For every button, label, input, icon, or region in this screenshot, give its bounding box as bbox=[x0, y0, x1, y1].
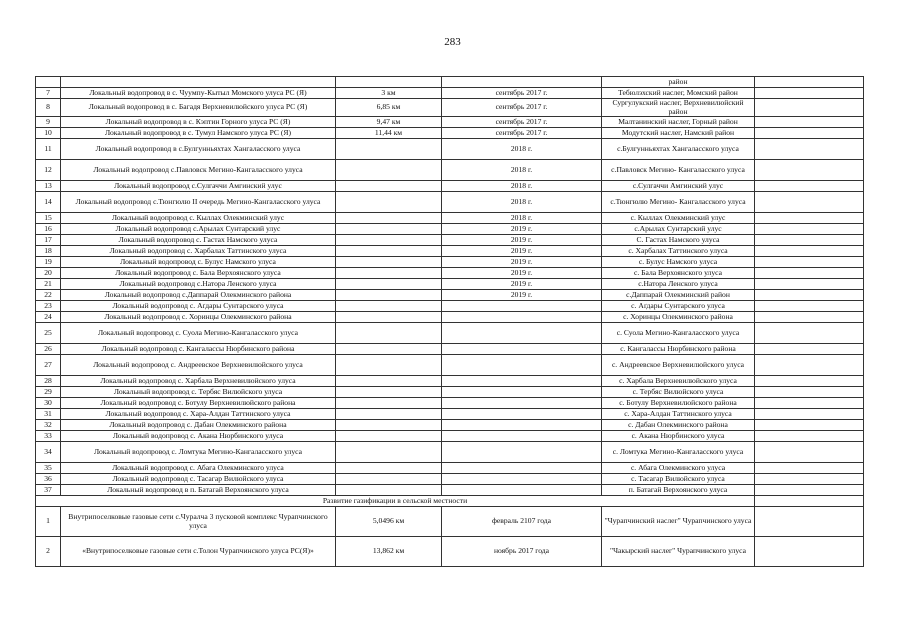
object-name-cell: Локальный водопровод с. Акана Нюрбинского улуса bbox=[61, 431, 336, 442]
empty-cell bbox=[755, 537, 864, 567]
empty-cell bbox=[755, 117, 864, 128]
location-cell: с.Булгунньяхтах Хангаласского улуса bbox=[602, 139, 755, 160]
date-cell bbox=[442, 376, 602, 387]
date-cell bbox=[442, 442, 602, 463]
table-row bbox=[36, 485, 864, 496]
date-cell bbox=[442, 409, 602, 420]
object-name-cell: Локальный водопровод с. Харбала Верхневилюйского улуса bbox=[61, 376, 336, 387]
object-name-cell: Локальный водопровод с. Булус Намского улуса bbox=[61, 257, 336, 268]
empty-cell bbox=[755, 496, 864, 507]
row-number-cell: 34 bbox=[36, 442, 61, 463]
table-row bbox=[36, 235, 864, 246]
table-row bbox=[36, 409, 864, 420]
length-cell bbox=[336, 224, 442, 235]
table-row bbox=[36, 431, 864, 442]
table-row bbox=[36, 387, 864, 398]
table-row bbox=[36, 323, 864, 344]
date-cell bbox=[442, 420, 602, 431]
location-cell: Тебюлэхский наслег, Момский район bbox=[602, 88, 755, 99]
object-name-cell: Локальный водопровод в с. Багадя Верхневилюйского улуса РС (Я) bbox=[61, 99, 336, 117]
length-cell bbox=[336, 192, 442, 213]
object-name-cell: Локальный водопровод с. Хоринцы Олекминского района bbox=[61, 312, 336, 323]
length-cell: 3 км bbox=[336, 88, 442, 99]
date-cell: сентябрь 2017 г. bbox=[442, 88, 602, 99]
date-cell: 2018 г. bbox=[442, 192, 602, 213]
date-cell: 2019 г. bbox=[442, 290, 602, 301]
date-cell: 2018 г. bbox=[442, 160, 602, 181]
row-number-cell: 15 bbox=[36, 213, 61, 224]
length-cell bbox=[336, 409, 442, 420]
section-title: Развитие газификации в сельской местности bbox=[36, 496, 755, 507]
length-cell bbox=[336, 398, 442, 409]
empty-cell bbox=[755, 355, 864, 376]
date-cell bbox=[442, 301, 602, 312]
row-number-cell: 1 bbox=[36, 507, 61, 537]
row-number-cell: 2 bbox=[36, 537, 61, 567]
length-cell bbox=[336, 463, 442, 474]
empty-cell bbox=[755, 312, 864, 323]
table-row bbox=[36, 442, 864, 463]
empty-cell bbox=[755, 235, 864, 246]
table-row bbox=[36, 376, 864, 387]
row-number-cell: 17 bbox=[36, 235, 61, 246]
length-cell: 13,862 км bbox=[336, 537, 442, 567]
object-name-cell: Локальный водопровод в с.Булгунньяхтах Хангаласского улуса bbox=[61, 139, 336, 160]
location-cell: с. Хоринцы Олекминского района bbox=[602, 312, 755, 323]
object-name-cell: Локальный водопровод с.Павловск Мегино-Кангаласского улуса bbox=[61, 160, 336, 181]
table-row bbox=[36, 312, 864, 323]
object-name-cell: Локальный водопровод с.Натора Ленского улуса bbox=[61, 279, 336, 290]
object-name-cell: Локальный водопровод с. Суола Мегино-Кангаласского улуса bbox=[61, 323, 336, 344]
empty-cell bbox=[755, 463, 864, 474]
length-cell bbox=[336, 257, 442, 268]
empty-cell bbox=[755, 290, 864, 301]
row-number-cell: 33 bbox=[36, 431, 61, 442]
row-number-cell: 16 bbox=[36, 224, 61, 235]
row-number-cell: 23 bbox=[36, 301, 61, 312]
empty-cell bbox=[755, 344, 864, 355]
row-number-cell: 30 bbox=[36, 398, 61, 409]
row-number-cell: 12 bbox=[36, 160, 61, 181]
empty-cell bbox=[755, 139, 864, 160]
location-cell: с. Харбалах Таттинского улуса bbox=[602, 246, 755, 257]
row-number-cell: 19 bbox=[36, 257, 61, 268]
empty-cell bbox=[755, 431, 864, 442]
row-number-cell: 31 bbox=[36, 409, 61, 420]
row-number-cell: 24 bbox=[36, 312, 61, 323]
length-cell bbox=[336, 323, 442, 344]
row-number-cell: 20 bbox=[36, 268, 61, 279]
page-number: 283 bbox=[444, 36, 461, 48]
location-cell: С. Гастах Намского улуса bbox=[602, 235, 755, 246]
location-cell: с. Аґдары Сунтарского улуса bbox=[602, 301, 755, 312]
object-name-cell: Локальный водопровод с. Аґдары Сунтарского улуса bbox=[61, 301, 336, 312]
date-cell: 2019 г. bbox=[442, 235, 602, 246]
empty-cell bbox=[755, 257, 864, 268]
date-cell bbox=[442, 355, 602, 376]
location-cell: с. Ботулу Верхневилюйского района bbox=[602, 398, 755, 409]
length-cell bbox=[336, 420, 442, 431]
empty-cell bbox=[755, 409, 864, 420]
empty-cell bbox=[755, 224, 864, 235]
length-cell bbox=[336, 376, 442, 387]
location-cell: "Чурапчинский наслег" Чурапчинского улуса bbox=[602, 507, 755, 537]
date-cell: 2019 г. bbox=[442, 224, 602, 235]
length-cell bbox=[336, 139, 442, 160]
date-cell: 2018 г. bbox=[442, 181, 602, 192]
date-cell: сентябрь 2017 г. bbox=[442, 117, 602, 128]
length-cell bbox=[336, 344, 442, 355]
table-row bbox=[36, 181, 864, 192]
object-name-cell: Локальный водопровод с. Кыллах Олекминский улус bbox=[61, 213, 336, 224]
location-cell: с. Бала Верхоянского улуса bbox=[602, 268, 755, 279]
location-cell: п. Батагай Верхоянского улуса bbox=[602, 485, 755, 496]
table-row bbox=[36, 463, 864, 474]
length-cell bbox=[336, 442, 442, 463]
length-cell bbox=[336, 301, 442, 312]
empty-cell bbox=[755, 268, 864, 279]
object-name-cell: Локальный водопровод с. Кангалассы Нюрбинского района bbox=[61, 344, 336, 355]
table-body bbox=[36, 77, 864, 567]
row-number-cell: 13 bbox=[36, 181, 61, 192]
object-name-cell: Локальный водопровод в с. Кэптин Горного улуса РС (Я) bbox=[61, 117, 336, 128]
row-number-cell: 10 bbox=[36, 128, 61, 139]
object-name-cell: Локальный водопровод с.Сулгаччи Амгинский улус bbox=[61, 181, 336, 192]
table-row bbox=[36, 128, 864, 139]
location-cell: с.Тюнгюлю Мегино- Кангаласского улуса bbox=[602, 192, 755, 213]
empty-cell bbox=[755, 99, 864, 117]
length-cell: 5,0496 км bbox=[336, 507, 442, 537]
table-row bbox=[36, 301, 864, 312]
row-number-cell: 28 bbox=[36, 376, 61, 387]
empty-cell bbox=[755, 323, 864, 344]
length-cell bbox=[336, 312, 442, 323]
object-name-cell: Локальный водопровод с.Даппарай Олекминского района bbox=[61, 290, 336, 301]
object-name-cell: Локальный водопровод с.Арылах Сунтарский улус bbox=[61, 224, 336, 235]
location-cell: с.Павловск Мегино- Кангаласского улуса bbox=[602, 160, 755, 181]
table-row bbox=[36, 224, 864, 235]
object-name-cell: Локальный водопровод с. Дабан Олекминского района bbox=[61, 420, 336, 431]
row-number-cell: 32 bbox=[36, 420, 61, 431]
empty-cell bbox=[755, 279, 864, 290]
section-header-row bbox=[36, 496, 864, 507]
location-cell: с. Абага Олекминского улуса bbox=[602, 463, 755, 474]
date-cell bbox=[442, 474, 602, 485]
object-name-cell: Локальный водопровод с. Тасагар Вилюйского улуса bbox=[61, 474, 336, 485]
projects-table bbox=[35, 76, 864, 567]
empty-cell bbox=[755, 301, 864, 312]
table-row bbox=[36, 537, 864, 567]
object-name-cell: Внутрипоселковые газовые сети с.Чуралча 3 пусковой комплекс Чурапчинского улуса bbox=[61, 507, 336, 537]
date-cell bbox=[442, 485, 602, 496]
object-name-cell: Локальный водопровод с. Абага Олекминского улуса bbox=[61, 463, 336, 474]
length-cell bbox=[336, 268, 442, 279]
empty-cell bbox=[755, 192, 864, 213]
row-number-cell: 11 bbox=[36, 139, 61, 160]
row-number-cell: 27 bbox=[36, 355, 61, 376]
empty-cell bbox=[755, 128, 864, 139]
object-name-cell: Локальный водопровод в с. Тумул Намского улуса РС (Я) bbox=[61, 128, 336, 139]
row-number-cell: 9 bbox=[36, 117, 61, 128]
length-cell: 9,47 км bbox=[336, 117, 442, 128]
location-cell: с. Булус Намского улуса bbox=[602, 257, 755, 268]
table-row bbox=[36, 474, 864, 485]
location-cell: "Чакырский наслег" Чурапчинского улуса bbox=[602, 537, 755, 567]
location-cell: с. Ломтука Мегино-Кангаласского улуса bbox=[602, 442, 755, 463]
object-name-cell: Локальный водопровод в п. Батагай Верхоянского улуса bbox=[61, 485, 336, 496]
object-name-cell: Локальный водопровод с. Ломтука Мегино-Кангаласского улуса bbox=[61, 442, 336, 463]
table-row bbox=[36, 257, 864, 268]
date-cell bbox=[442, 344, 602, 355]
table-row bbox=[36, 213, 864, 224]
table-row bbox=[36, 279, 864, 290]
location-cell: Модутский наслег, Намский район bbox=[602, 128, 755, 139]
length-cell bbox=[336, 474, 442, 485]
empty-cell bbox=[755, 420, 864, 431]
row-number-cell: 25 bbox=[36, 323, 61, 344]
location-cell: с. Тасагар Вилюйского улуса bbox=[602, 474, 755, 485]
date-cell: сентябрь 2017 г. bbox=[442, 99, 602, 117]
table-row bbox=[36, 420, 864, 431]
length-cell bbox=[336, 355, 442, 376]
location-cell: с.Арылах Сунтарский улус bbox=[602, 224, 755, 235]
table-row bbox=[36, 246, 864, 257]
location-cell: с. Кыллах Олекминский улус bbox=[602, 213, 755, 224]
object-name-cell: Локальный водопровод с. Ботулу Верхневилюйского района bbox=[61, 398, 336, 409]
row-number-cell: 35 bbox=[36, 463, 61, 474]
location-cell: с. Суола Мегино-Кангаласского улуса bbox=[602, 323, 755, 344]
empty-cell bbox=[755, 485, 864, 496]
object-name-cell: «Внутрипоселковые газовые сети с.Толон Чурапчинского улуса РС(Я)» bbox=[61, 537, 336, 567]
date-cell: 2019 г. bbox=[442, 257, 602, 268]
object-name-cell: Локальный водопровод с.Тюнгюлю II очередь Мегино-Кангаласского улуса bbox=[61, 192, 336, 213]
location-cell: с. Андреевское Верхневилюйского улуса bbox=[602, 355, 755, 376]
empty-cell bbox=[755, 376, 864, 387]
empty-cell bbox=[755, 160, 864, 181]
table-row bbox=[36, 268, 864, 279]
date-cell bbox=[442, 431, 602, 442]
length-cell: 11,44 км bbox=[336, 128, 442, 139]
date-cell: февраль 2107 года bbox=[442, 507, 602, 537]
object-name-cell: Локальный водопровод с. Бала Верхоянского улуса bbox=[61, 268, 336, 279]
object-name-cell: Локальный водопровод с. Тербяс Вилюйского улуса bbox=[61, 387, 336, 398]
empty-cell bbox=[755, 474, 864, 485]
location-cell: с.Сулгаччи Амгинский улус bbox=[602, 181, 755, 192]
location-cell: с.Даппарай Олекминский район bbox=[602, 290, 755, 301]
location-cell: Малтанинский наслег, Горный район bbox=[602, 117, 755, 128]
table-row bbox=[36, 344, 864, 355]
object-name-cell: Локальный водопровод с. Харбалах Таттинского улуса bbox=[61, 246, 336, 257]
object-name-cell: Локальный водопровод с. Андреевское Верхневилюйского улуса bbox=[61, 355, 336, 376]
length-cell bbox=[336, 279, 442, 290]
table-row bbox=[36, 139, 864, 160]
table-row bbox=[36, 77, 864, 88]
length-cell bbox=[336, 246, 442, 257]
length-cell bbox=[336, 160, 442, 181]
location-cell: с. Дабан Олекминского района bbox=[602, 420, 755, 431]
location-cell: район bbox=[602, 77, 755, 88]
length-cell bbox=[336, 387, 442, 398]
object-name-cell: Локальный водопровод в с. Чуумпу-Кытыл Момского улуса РС (Я) bbox=[61, 88, 336, 99]
row-number-cell: 18 bbox=[36, 246, 61, 257]
length-cell bbox=[336, 485, 442, 496]
location-cell: с. Хара-Алдан Таттинского улуса bbox=[602, 409, 755, 420]
location-cell: с. Тербяс Вилюйского улуса bbox=[602, 387, 755, 398]
location-cell: с. Кангалассы Нюрбинского района bbox=[602, 344, 755, 355]
date-cell: 2019 г. bbox=[442, 268, 602, 279]
date-cell: 2019 г. bbox=[442, 246, 602, 257]
date-cell: ноябрь 2017 года bbox=[442, 537, 602, 567]
location-cell: с. Харбала Верхневилюйского улуса bbox=[602, 376, 755, 387]
table-row bbox=[36, 507, 864, 537]
empty-cell bbox=[755, 213, 864, 224]
table-row bbox=[36, 160, 864, 181]
row-number-cell: 36 bbox=[36, 474, 61, 485]
length-cell bbox=[336, 213, 442, 224]
empty-cell bbox=[755, 387, 864, 398]
table-row bbox=[36, 192, 864, 213]
length-cell bbox=[336, 431, 442, 442]
date-cell bbox=[442, 387, 602, 398]
table-row bbox=[36, 290, 864, 301]
row-number-cell: 7 bbox=[36, 88, 61, 99]
empty-cell bbox=[755, 442, 864, 463]
table-row bbox=[36, 398, 864, 409]
location-cell: с.Натора Ленского улуса bbox=[602, 279, 755, 290]
row-number-cell: 37 bbox=[36, 485, 61, 496]
empty-cell bbox=[755, 181, 864, 192]
row-number-cell: 8 bbox=[36, 99, 61, 117]
empty-cell bbox=[755, 246, 864, 257]
date-cell bbox=[442, 323, 602, 344]
empty-cell bbox=[755, 398, 864, 409]
row-number-cell: 29 bbox=[36, 387, 61, 398]
row-number-cell: 26 bbox=[36, 344, 61, 355]
location-cell: с. Акана Нюрбинского улуса bbox=[602, 431, 755, 442]
date-cell bbox=[442, 312, 602, 323]
length-cell bbox=[336, 290, 442, 301]
row-number-cell: 14 bbox=[36, 192, 61, 213]
length-cell bbox=[336, 181, 442, 192]
date-cell: сентябрь 2017 г. bbox=[442, 128, 602, 139]
table-row bbox=[36, 355, 864, 376]
empty-cell bbox=[755, 88, 864, 99]
empty-cell bbox=[755, 507, 864, 537]
date-cell: 2018 г. bbox=[442, 139, 602, 160]
date-cell bbox=[442, 463, 602, 474]
object-name-cell: Локальный водопровод с. Хара-Алдан Таттинского улуса bbox=[61, 409, 336, 420]
length-cell bbox=[336, 235, 442, 246]
date-cell: 2018 г. bbox=[442, 213, 602, 224]
table-row bbox=[36, 99, 864, 117]
date-cell: 2019 г. bbox=[442, 279, 602, 290]
table-row bbox=[36, 117, 864, 128]
object-name-cell: Локальный водопровод с. Гастах Намского улуса bbox=[61, 235, 336, 246]
location-cell: Сургулукский наслег, Верхневилюйский район bbox=[602, 99, 755, 117]
table-row bbox=[36, 88, 864, 99]
date-cell bbox=[442, 398, 602, 409]
row-number-cell: 22 bbox=[36, 290, 61, 301]
row-number-cell: 21 bbox=[36, 279, 61, 290]
length-cell: 6,85 км bbox=[336, 99, 442, 117]
